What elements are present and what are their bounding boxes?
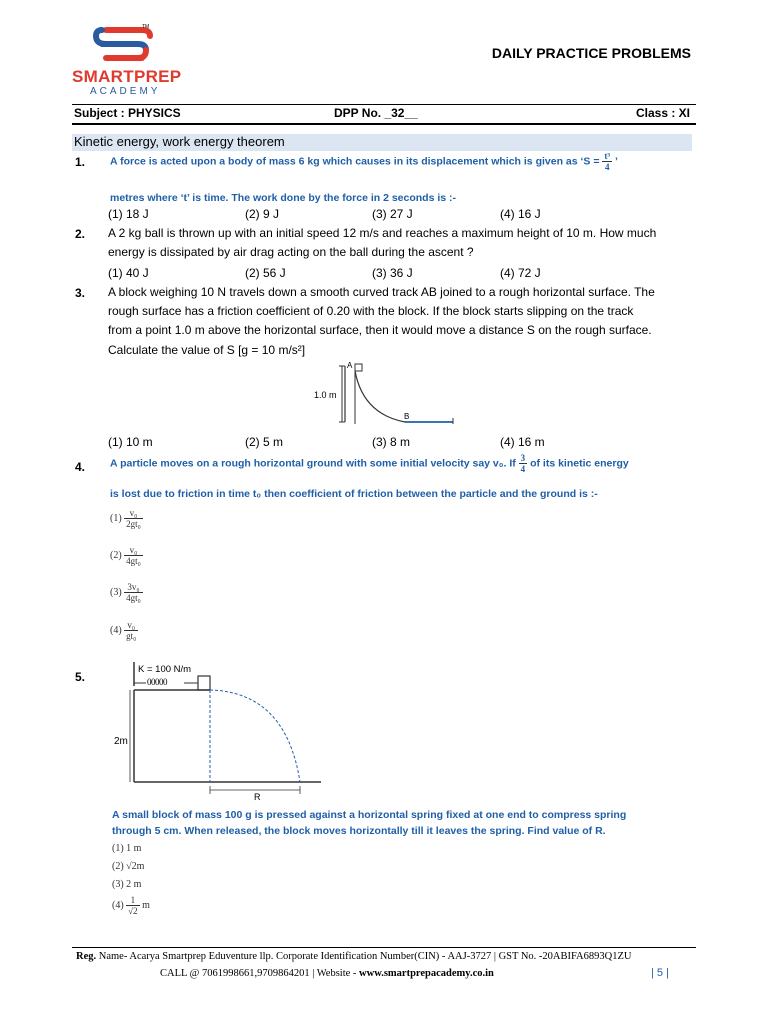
frac-den: 2gt₀ bbox=[126, 519, 141, 529]
subject-label: Subject : PHYSICS bbox=[74, 106, 181, 120]
question-5-height-label: 2m bbox=[114, 736, 128, 747]
question-3-option-3: (3) 8 m bbox=[372, 435, 411, 449]
class-label: Class : XI bbox=[635, 106, 690, 120]
frac-den: gt₀ bbox=[126, 631, 137, 641]
question-4-option-4 bbox=[110, 620, 138, 641]
dpp-number: DPP No. _32__ bbox=[334, 106, 418, 120]
question-5-option-1: (1) 1 m bbox=[112, 843, 142, 854]
question-4-text-line2: is lost due to friction in time t₀ then coefficient of friction between the particle and the ground is :- bbox=[110, 488, 598, 500]
option-label: (2) bbox=[110, 550, 122, 561]
question-2-option-4: (4) 72 J bbox=[500, 266, 541, 280]
question-5-option-4 bbox=[112, 895, 150, 916]
logo bbox=[72, 24, 182, 104]
question-3-number: 3. bbox=[75, 286, 86, 300]
topic-heading: Kinetic energy, work energy theorem bbox=[74, 134, 285, 149]
footer-reg-label: Reg. bbox=[76, 951, 97, 962]
question-1-frac-num: t³ bbox=[604, 151, 611, 161]
question-3-height-label: 1.0 m bbox=[314, 390, 337, 400]
question-2-option-1: (1) 40 J bbox=[108, 266, 149, 280]
frac-den: √2 bbox=[128, 906, 138, 916]
question-4-frac-den: 4 bbox=[520, 464, 526, 474]
option-fraction bbox=[126, 895, 139, 916]
question-5-spring-label: K = 100 N/m bbox=[138, 664, 192, 675]
question-3-point-b: B bbox=[404, 412, 410, 421]
question-4-number: 4. bbox=[75, 460, 86, 474]
question-4-frac-num: 3 bbox=[520, 453, 526, 463]
question-4-option-2 bbox=[110, 545, 143, 566]
question-4-fraction bbox=[519, 453, 528, 474]
question-1-number: 1. bbox=[75, 155, 86, 169]
logo-mark-icon bbox=[72, 24, 182, 68]
footer-line bbox=[72, 947, 696, 948]
question-1-option-2: (2) 9 J bbox=[245, 207, 280, 221]
option-label: (4) bbox=[112, 900, 124, 911]
question-3-line4: Calculate the value of S [g = 10 m/s²] bbox=[108, 343, 306, 357]
page-title: DAILY PRACTICE PROBLEMS bbox=[491, 45, 691, 61]
option-fraction bbox=[124, 545, 143, 566]
question-4-text-tail: of its kinetic energy bbox=[530, 457, 629, 470]
footer-call: CALL @ 7061998661,9709864201 | Website - bbox=[160, 968, 357, 979]
header-line-top bbox=[72, 104, 696, 105]
trademark: TM bbox=[142, 24, 150, 30]
option-label: (1) bbox=[110, 513, 122, 524]
question-5-range-label: R bbox=[254, 792, 261, 802]
question-4-option-3 bbox=[110, 582, 143, 603]
question-5-number: 5. bbox=[75, 670, 86, 684]
question-1-text-line2: metres where ‘t’ is time. The work done by the force in 2 seconds is :- bbox=[110, 192, 457, 204]
option-label: (3) bbox=[110, 587, 122, 598]
question-2-option-3: (3) 36 J bbox=[372, 266, 413, 280]
question-1-text-a: A force is acted upon a body of mass 6 kg which causes in its displacement which is given as ‘S = bbox=[110, 155, 600, 168]
question-3-option-1: (1) 10 m bbox=[108, 435, 153, 449]
question-3-line1: A block weighing 10 N travels down a smooth curved track AB joined to a rough horizontal surface. The bbox=[108, 285, 655, 299]
question-2-number: 2. bbox=[75, 227, 86, 241]
question-4-text-line1 bbox=[110, 453, 629, 474]
option-fraction bbox=[124, 620, 138, 641]
question-3-line3: from a point 1.0 m above the horizontal surface, then it would move a distance S on the rough surface. bbox=[108, 323, 652, 337]
logo-text: SMARTPREP bbox=[72, 67, 182, 86]
question-1-option-4: (4) 16 J bbox=[500, 207, 541, 221]
question-2-option-2: (2) 56 J bbox=[245, 266, 286, 280]
frac-den: 4gt₀ bbox=[126, 593, 141, 603]
question-1-option-3: (3) 27 J bbox=[372, 207, 413, 221]
question-5-text-line1: A small block of mass 100 g is pressed against a horizontal spring fixed at one end to compress spring bbox=[112, 809, 627, 821]
header-line-bottom bbox=[72, 123, 696, 125]
question-2-line2: energy is dissipated by air drag acting on the ball during the ascent ? bbox=[108, 245, 474, 259]
question-1-fraction bbox=[602, 151, 612, 172]
logo-subtext: ACADEMY bbox=[90, 86, 161, 97]
question-4-text-a: A particle moves on a rough horizontal ground with some initial velocity say v₀. If bbox=[110, 457, 516, 470]
question-1-text-tail: ’ bbox=[615, 155, 618, 168]
option-fraction bbox=[124, 508, 143, 529]
footer-website-link[interactable]: www.smartprepacademy.co.in bbox=[359, 968, 494, 979]
question-1-frac-den: 4 bbox=[605, 162, 610, 172]
question-1-option-1: (1) 18 J bbox=[108, 207, 149, 221]
question-3-option-4: (4) 16 m bbox=[500, 435, 545, 449]
question-3-line2: rough surface has a friction coefficient of 0.20 with the block. If the block starts slipping on the track bbox=[108, 304, 634, 318]
question-2-line1: A 2 kg ball is thrown up with an initial speed 12 m/s and reaches a maximum height of 10 m. How much bbox=[108, 226, 657, 240]
question-3-point-a: A bbox=[347, 361, 353, 370]
frac-num: 1 bbox=[126, 895, 139, 906]
frac-den: 4gt₀ bbox=[126, 556, 141, 566]
question-5-option-3: (3) 2 m bbox=[112, 879, 142, 890]
frac-num: v₀ bbox=[124, 620, 138, 631]
page-number: | 5 | bbox=[651, 967, 669, 979]
question-4-option-1 bbox=[110, 508, 143, 529]
footer-reg-text: Name- Acarya Smartprep Eduventure llp. Corporate Identification Number(CIN) - AAJ-3727 | GST No. -20ABIFA6893Q1ZU bbox=[98, 951, 632, 962]
question-5-spring-coils: 00000 bbox=[147, 677, 167, 687]
question-1-text-line1 bbox=[110, 151, 618, 172]
frac-num: 3v₀ bbox=[124, 582, 143, 593]
frac-num: v₀ bbox=[124, 545, 143, 556]
footer-registration bbox=[76, 951, 631, 962]
option-fraction bbox=[124, 582, 143, 603]
option-unit: m bbox=[142, 900, 150, 911]
question-3-option-2: (2) 5 m bbox=[245, 435, 284, 449]
option-label: (4) bbox=[110, 625, 122, 636]
footer-contact bbox=[160, 968, 494, 979]
question-5-text-line2: through 5 cm. When released, the block moves horizontally till it leaves the spring. Find value of R. bbox=[112, 825, 606, 837]
frac-num: v₀ bbox=[124, 508, 143, 519]
question-5-option-2: (2) √2m bbox=[112, 861, 145, 872]
